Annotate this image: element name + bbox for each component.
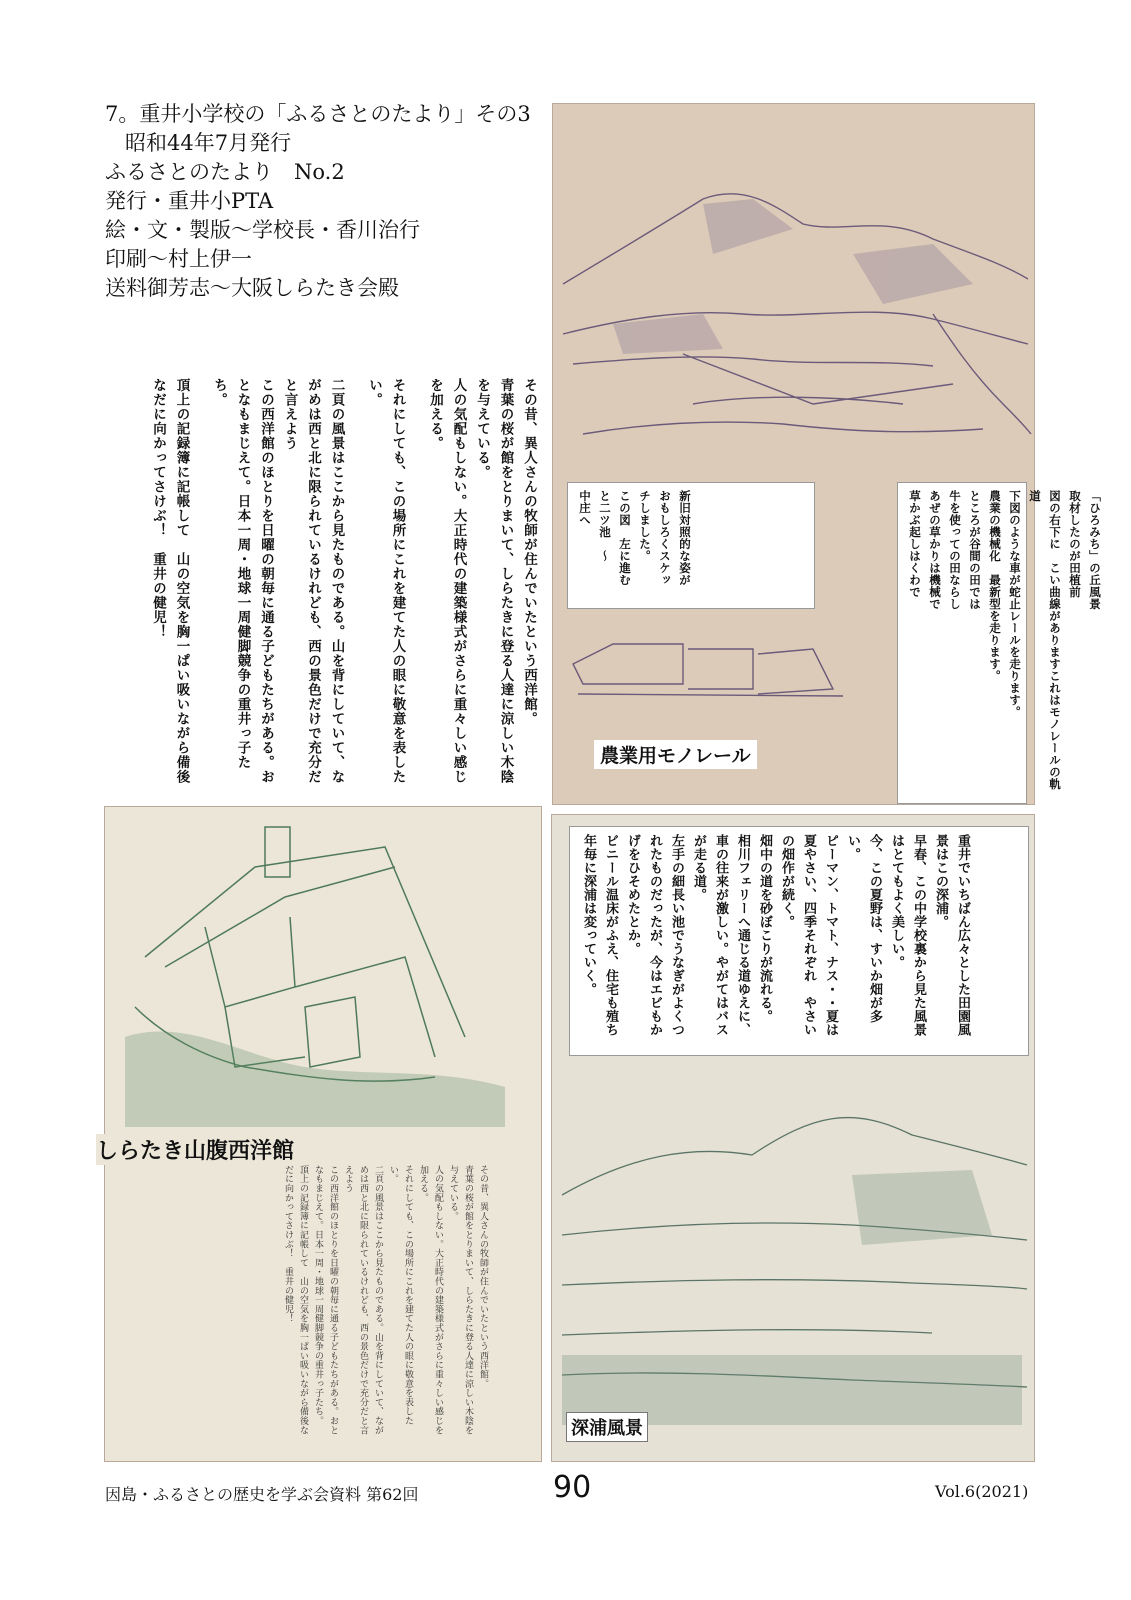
field-note-line: ビニール温床がふえ、住宅も殖ち年毎に深浦は変っていく。 [581,834,618,1037]
house-panel-small-text [150,1165,490,1440]
monorail-note-line: この図 左に進む [618,490,632,586]
hill-note-text [905,490,1105,795]
monorail-note-line: 中庄へ [578,490,592,526]
field-note-text [577,834,973,1046]
hill-note-line: 図の右下に こい曲線がありますこれはモノレールの軌道 [1028,490,1062,790]
field-note-line: 左手の細長い池でうなぎがよくつれたものだったが、今はエビもかげをひそめたとか。 [625,834,684,1037]
hill-note-line: 草かぶ起しはくわで [908,490,922,598]
footer-source: 因島・ふるさとの歴史を学ぶ会資料 第62回 [105,1485,419,1504]
small-text-line: この西洋館のほとりを日曜の朝毎に通る子どもたちがある。おとなもまじえて。日本一周・地球一周健脚競争の重井っ子たち。 [313,1165,338,1435]
small-text-line: その昔、異人さんの牧師が住んでいたという西洋館。 [478,1165,488,1389]
heading-author: 絵・文・製版〜学校長・香川治行 [105,218,420,242]
hill-note-line: 下図のような車が蛇止レールを走ります。 [1008,490,1022,718]
small-text-line: 二頁の風景はここから見たものである。山を背にしていて、ながめは西と北に限られているけれども、西の景色だけで充分だと言えよう [343,1165,383,1435]
intro-paragraph: 人の気配もしない。大正時代の建築様式がさらに重々しい感じを加える。 [427,378,467,784]
monorail-caption: 農業用モノレール [594,740,757,769]
heading-printer: 印刷〜村上伊一 [105,247,252,271]
intro-paragraph: この西洋館のほとりを日曜の朝毎に通る子どもたちがある。おとなもまじえて。日本一周・地球一周健脚競争の重井っ子たち。 [211,378,274,784]
intro-vertical-text [72,378,540,798]
intro-paragraph: それにしても、この場所にこれを建てた人の眼に敬意を表したい。 [366,378,406,784]
intro-paragraph: その昔、異人さんの牧師が住んでいたという西洋館。 [521,378,537,726]
heading-title: 7。重井小学校の「ふるさとのたより」その3 [105,102,531,126]
hill-note-line: ところが谷間の田では [968,490,982,610]
small-text-line: それにしても、この場所にこれを建てた人の眼に敬意を表したい。 [388,1165,413,1426]
hill-note-line: 牛を使っての田ならし [948,490,962,610]
field-note-line: 今、この夏野は、すいか畑が多い。 [845,834,882,1023]
small-text-line: 人の気配もしない。大正時代の建築様式がさらに重々しい感じを加える。 [418,1165,443,1435]
hill-note-line: あぜの草かりは機械で [928,490,942,610]
heading-date: 昭和44年7月発行 [125,131,292,155]
intro-paragraph: 二頁の風景はここから見たものである。山を背にしていて、ながめは西と北に限られているけれども、西の景色だけで充分だと言えよう [281,378,345,784]
hill-note-line: 農業の機械化 最新型を走ります。 [988,490,1002,682]
monorail-note-line: おもしろくスケッ [658,490,672,586]
field-note-line: 早春、この中学校裏から見た風景はとてもよく美しい。 [889,834,926,1037]
heading-postage: 送料御芳志〜大阪しらたき会殿 [105,276,399,300]
monorail-note-line: チしました。 [638,490,652,562]
field-caption: 深浦風景 [566,1412,648,1442]
intro-paragraph: 青葉の桜が館をとりまいて、しらたきに登る人達に涼しい木陰を与えている。 [474,378,514,784]
field-note-line: 重井でいちばん広々とした田園風景はこの深浦。 [933,834,970,1037]
small-text-line: 頂上の記録簿に記帳して 山の空気を胸一ぱい吸いながら備後なだに向かってさけぶ！ 重井の健児！ [283,1165,308,1435]
document-heading [105,100,545,303]
intro-paragraph: 頂上の記録簿に記帳して 山の空気を胸一ぱい吸いながら備後なだに向かってさけぶ！ 重井の健児！ [150,378,190,784]
hill-note-line: 「ひろみち」の丘風景 [1088,490,1102,610]
field-note-line: ピーマン、トマト、ナス・・夏は夏やさい、四季それぞれ やさいの畑作が続く。 [779,834,838,1037]
heading-publication: ふるさとのたより No.2 [105,160,345,184]
monorail-note-line: と二ツ池 〜 [598,490,612,562]
house-caption: しらたき山腹西洋館 [96,1134,294,1165]
page-number: 90 [553,1470,592,1505]
heading-publisher: 発行・重井小PTA [105,189,274,213]
monorail-note-text [575,490,695,602]
small-text-line: 青葉の桜が館をとりまいて、しらたきに登る人達に涼しい木陰を与えている。 [448,1165,473,1435]
field-note-line: 畑中の道を砂ぼこりが流れる。 [757,834,772,1023]
footer-volume: Vol.6(2021) [935,1482,1029,1501]
hill-note-line: 取材したのが田植前 [1068,490,1082,598]
monorail-note-line: 新旧対照的な姿が [678,490,692,586]
field-note-line: 相川フェリーへ通じる道ゆえに、車の往来が激しい。やがてはバスが走る道。 [691,834,750,1037]
